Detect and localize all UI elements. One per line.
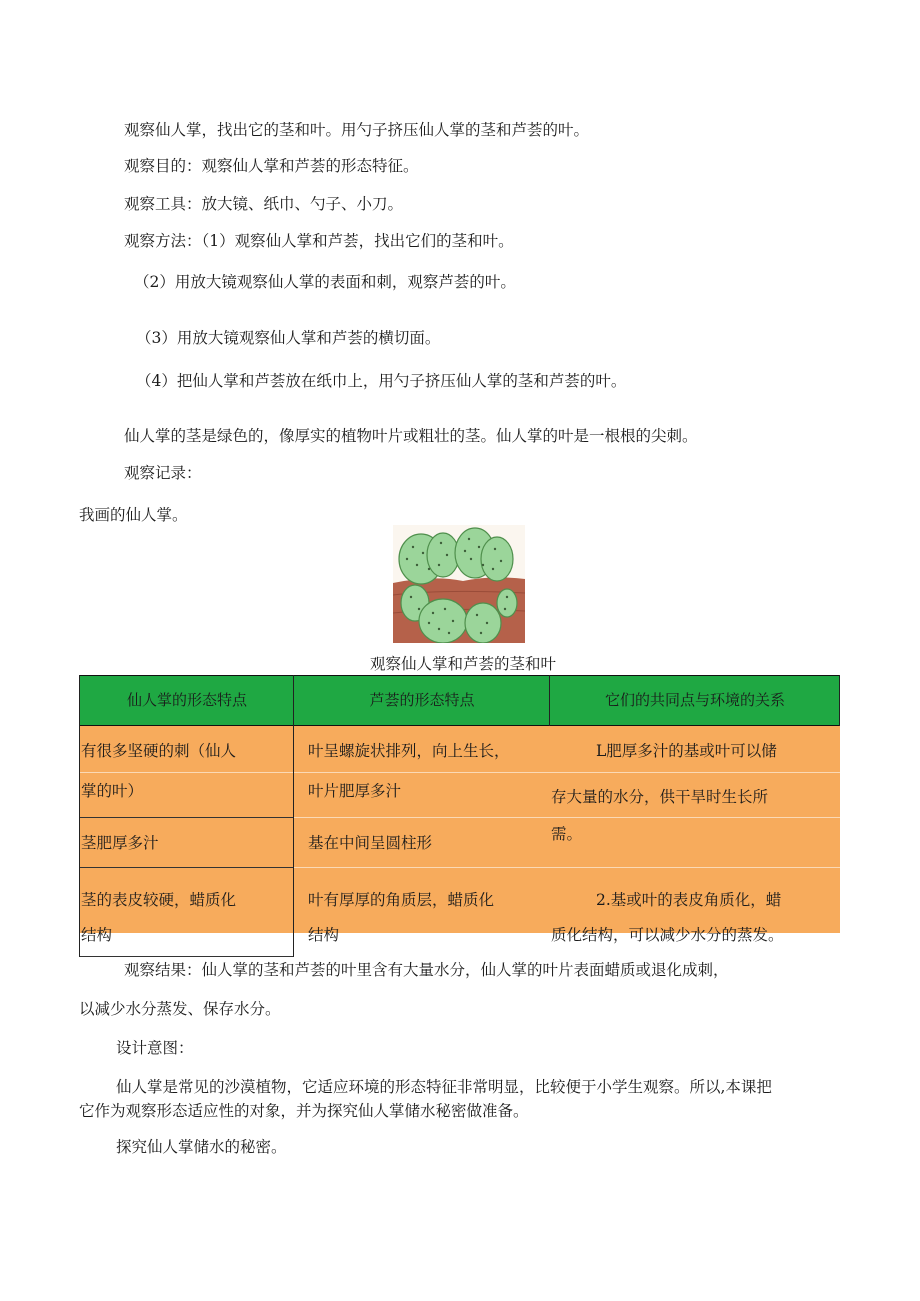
cell-cactus-thorns-1: 有很多坚硬的刺（仙人 [81, 742, 237, 760]
cell-relation-1b: 存大量的水分，供干旱时生长所 [551, 788, 769, 806]
cell-cactus-stem: 茎肥厚多汁 [81, 834, 159, 852]
paragraph-explore: 探究仙人掌储水的秘密。 [116, 1138, 287, 1156]
cell-relation-2b: 质化结构，可以减少水分的蒸发。 [551, 926, 784, 944]
paragraph-observe-method-2: （2）用放大镜观察仙人掌的表面和刺，观察芦荟的叶。 [134, 273, 516, 291]
paragraph-result-1: 观察结果：仙人掌的茎和芦荟的叶里含有大量水分，仙人掌的叶片表面蜡质或退化成刺， [124, 961, 729, 979]
table-header-relation: 它们的共同点与环境的关系 [604, 691, 785, 709]
cell-aloe-cuticle-2: 结构 [308, 926, 340, 944]
comparison-table [79, 675, 840, 958]
cell-cactus-skin-2: 结构 [81, 926, 113, 944]
paragraph-observation-record: 观察记录： [124, 464, 202, 482]
paragraph-cactus-description: 仙人掌的茎是绿色的，像厚实的植物叶片或粗壮的茎。仙人掌的叶是一根根的尖刺。 [124, 427, 698, 445]
figure-caption: 观察仙人掌和芦荟的茎和叶 [370, 655, 557, 673]
paragraph-observe-method-1: 观察方法：（1）观察仙人掌和芦荟，找出它们的茎和叶。 [124, 232, 514, 250]
paragraph-observe-cactus: 观察仙人掌，找出它的茎和叶。用勺子挤压仙人掌的茎和芦荟的叶。 [124, 121, 590, 139]
cell-aloe-thick: 叶片肥厚多汁 [308, 782, 402, 800]
paragraph-observe-tools: 观察工具：放大镜、纸巾、勺子、小刀。 [124, 195, 404, 213]
cell-relation-1a: L肥厚多汁的基或叶可以储 [596, 742, 777, 760]
paragraph-result-2: 以减少水分蒸发、保存水分。 [79, 1000, 281, 1018]
cell-relation-2a: 2.基或叶的表皮角质化，蜡 [596, 891, 782, 909]
paragraph-my-drawing: 我画的仙人掌。 [79, 506, 188, 524]
table-header-row [79, 675, 840, 726]
cactus-illustration [393, 525, 525, 643]
paragraph-observe-method-4: （4）把仙人掌和芦荟放在纸巾上，用勺子挤压仙人掌的茎和芦荟的叶。 [136, 372, 627, 390]
table-header-cactus: 仙人掌的形态特点 [126, 691, 247, 709]
cell-aloe-spiral: 叶呈螺旋状排列，向上生长， [308, 742, 510, 760]
table-header-aloe: 芦荟的形态特点 [369, 691, 475, 709]
paragraph-design-2: 它作为观察形态适应性的对象，并为探究仙人掌储水秘密做准备。 [79, 1102, 529, 1120]
paragraph-design-1: 仙人掌是常见的沙漠植物，它适应环境的形态特征非常明显，比较便于小学生观察。所以,本课把 [116, 1078, 772, 1096]
paragraph-observe-method-3: （3）用放大镜观察仙人掌和芦荟的横切面。 [136, 329, 441, 347]
cell-cactus-skin-1: 茎的表皮较硬，蜡质化 [81, 891, 237, 909]
cell-aloe-cuticle-1: 叶有厚厚的角质层，蜡质化 [308, 891, 495, 909]
cell-aloe-base: 基在中间呈圆柱形 [308, 834, 433, 852]
paragraph-observe-purpose: 观察目的：观察仙人掌和芦荟的形态特征。 [124, 157, 419, 175]
paragraph-design-title: 设计意图： [116, 1039, 194, 1057]
cell-relation-1c: 需。 [551, 825, 583, 843]
cell-cactus-thorns-2: 掌的叶） [81, 782, 144, 800]
